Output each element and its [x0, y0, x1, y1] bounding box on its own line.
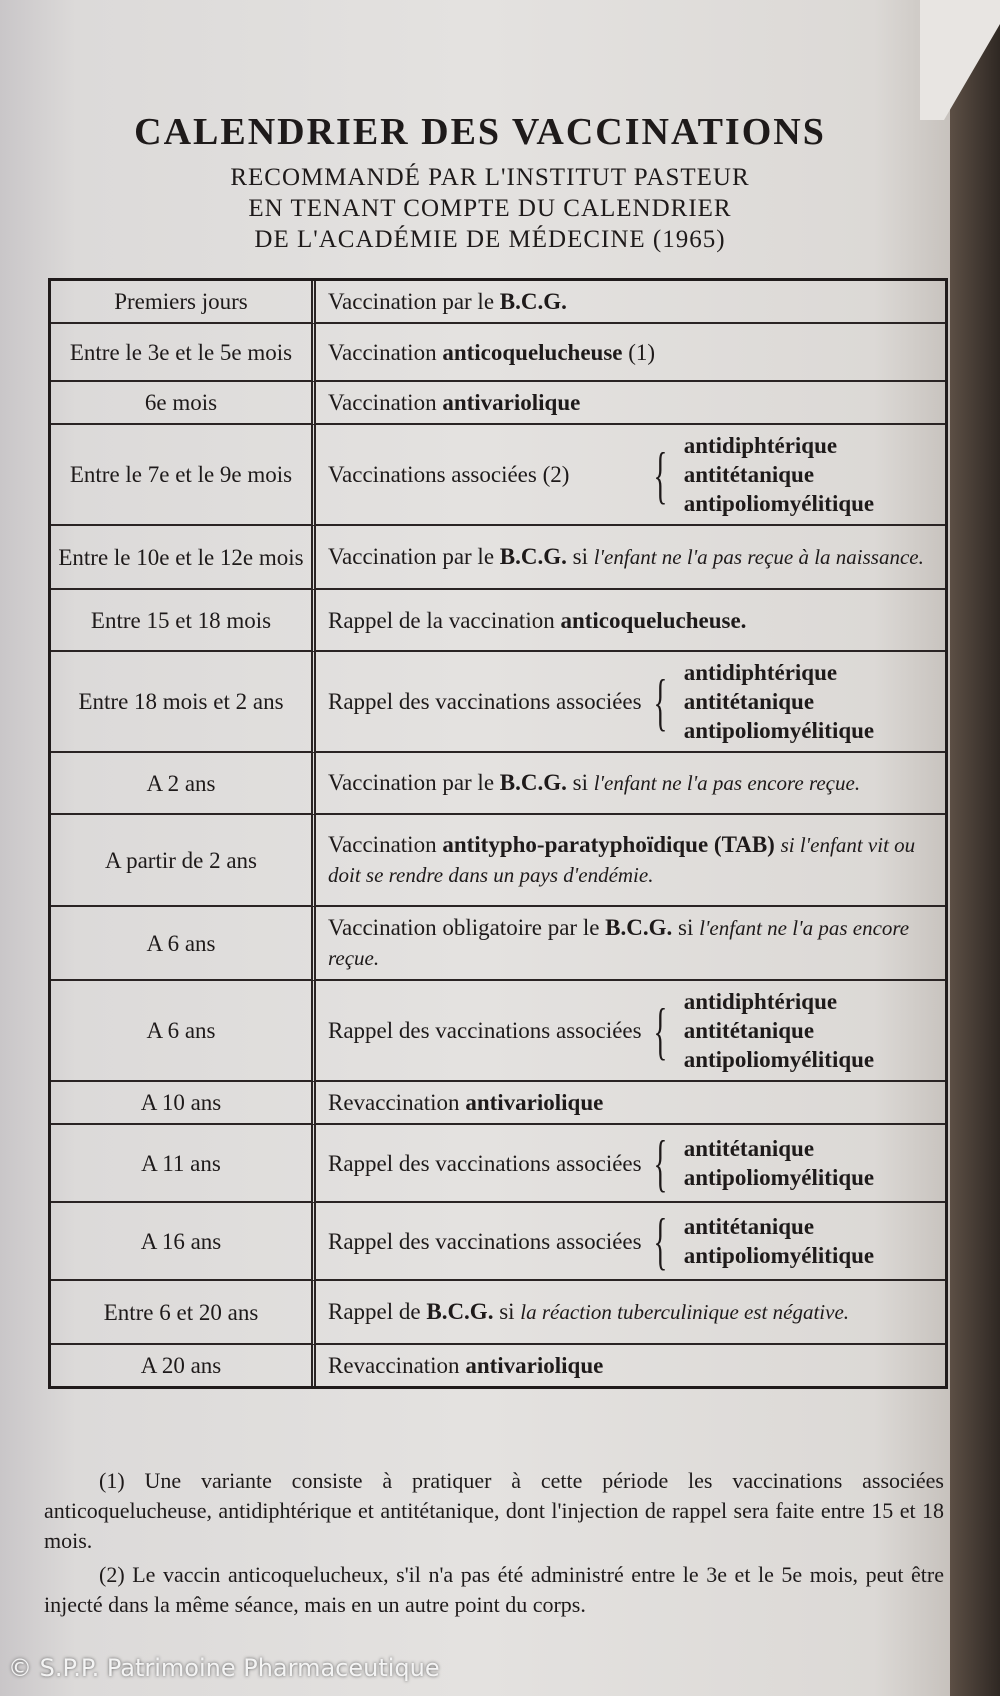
vaccine-name: B.C.G. — [499, 770, 567, 795]
subtitle-line: DE L'ACADÉMIE DE MÉDECINE (1965) — [254, 226, 726, 253]
vaccine-name: antitypho-paratyphoïdique (TAB) — [442, 832, 775, 857]
age-cell: A 10 ans — [51, 1082, 316, 1125]
vaccination-text: si — [566, 770, 594, 795]
age-cell: A 20 ans — [51, 1345, 316, 1386]
vaccination-text: si — [493, 1299, 521, 1324]
subtitle-line: RECOMMANDÉ PAR L'INSTITUT PASTEUR — [230, 164, 750, 191]
vaccination-condition: l'enfant ne l'a pas reçue à la naissance. — [593, 545, 924, 569]
vaccine-name: B.C.G. — [499, 289, 567, 314]
vaccination-cell — [316, 526, 945, 590]
vaccination-cell — [316, 1281, 945, 1345]
vaccine-name: B.C.G. — [499, 544, 567, 569]
footnotes — [44, 1466, 944, 1624]
schedule-row — [51, 526, 945, 590]
vaccine-item: antipoliomyélitique — [683, 1243, 875, 1268]
schedule-row — [51, 382, 945, 425]
vaccination-condition: la réaction tuberculinique est négative. — [520, 1300, 850, 1324]
vaccination-label: Rappel des vaccinations associées — [328, 1018, 642, 1043]
vaccine-list — [684, 1212, 874, 1270]
brace-icon: { — [653, 994, 668, 1066]
brace-icon: { — [653, 1127, 668, 1198]
vaccination-cell — [316, 1203, 945, 1281]
vaccination-text: si — [566, 544, 594, 569]
schedule-row — [51, 281, 945, 324]
vaccine-list — [684, 658, 874, 745]
vaccination-text: Revaccination — [328, 1090, 466, 1115]
vaccination-cell — [316, 1125, 945, 1203]
vaccination-condition: l'enfant ne l'a pas encore reçue. — [593, 771, 861, 795]
vaccination-cell — [316, 382, 945, 425]
vaccination-text: Vaccination — [328, 390, 443, 415]
vaccination-label: Rappel des vaccinations associées — [328, 689, 642, 714]
vaccination-cell — [316, 425, 945, 526]
vaccine-name: antivariolique — [465, 1090, 604, 1115]
vaccine-item: antidiphtérique — [683, 433, 838, 458]
schedule-row — [51, 1125, 945, 1203]
vaccination-text: Vaccination — [328, 832, 443, 857]
schedule-row — [51, 815, 945, 907]
vaccination-text: Vaccination — [328, 339, 443, 365]
footnote-1: (1) Une variante consiste à pratiquer à cette période les vaccinations associées anticoquelucheuse, antidiphtérique et antitétanique, dont l'injection de rappel sera faite entre 15 et 18 mois. — [44, 1468, 944, 1553]
vaccination-cell — [316, 1345, 945, 1386]
vaccination-cell — [316, 652, 945, 753]
schedule-row — [51, 652, 945, 753]
associated-vaccines-group — [328, 1205, 933, 1276]
schedule-row — [51, 1345, 945, 1386]
schedule-body — [51, 281, 945, 1386]
vaccination-cell — [316, 590, 945, 652]
vaccine-list — [684, 1134, 874, 1192]
vaccination-cell — [316, 281, 945, 324]
vaccination-label: Vaccinations associées (2) — [328, 462, 570, 487]
vaccination-label: Rappel des vaccinations associées — [328, 1228, 642, 1254]
schedule-row — [51, 324, 945, 382]
brace-icon: { — [653, 1205, 668, 1276]
age-cell: Premiers jours — [51, 281, 316, 324]
associated-vaccines-group — [328, 431, 933, 518]
vaccine-item: antitétanique — [683, 462, 815, 487]
vaccine-item: antitétanique — [683, 1214, 815, 1239]
vaccination-text: Rappel de — [328, 1299, 427, 1324]
vaccination-text: Revaccination — [328, 1353, 466, 1378]
age-cell: Entre le 10e et le 12e mois — [51, 526, 316, 590]
page-title: CALENDRIER DES VACCINATIONS — [134, 111, 826, 153]
footnote-2: (2) Le vaccin anticoquelucheux, s'il n'a pas été administré entre le 3e et le 5e mois, peut être injecté dans la même séance, mais en un autre point du corps. — [44, 1562, 944, 1617]
vaccine-name: anticoquelucheuse. — [560, 607, 747, 633]
schedule-row — [51, 981, 945, 1082]
vaccination-text: Rappel de la vaccination — [328, 607, 561, 633]
vaccination-label: Rappel des vaccinations associées — [328, 1150, 642, 1176]
age-cell: A 11 ans — [51, 1125, 316, 1203]
vaccination-cell — [316, 753, 945, 815]
vaccine-item: antipoliomyélitique — [683, 718, 875, 743]
vaccine-item: antipoliomyélitique — [683, 491, 875, 516]
vaccine-name: antivariolique — [465, 1353, 604, 1378]
age-cell: A partir de 2 ans — [51, 815, 316, 907]
age-cell: A 2 ans — [51, 753, 316, 815]
schedule-row — [51, 1203, 945, 1281]
age-cell: Entre le 7e et le 9e mois — [51, 425, 316, 526]
vaccine-item: antipoliomyélitique — [683, 1047, 875, 1072]
schedule-row — [51, 907, 945, 981]
associated-vaccines-group — [328, 1127, 933, 1198]
vaccination-condition: l'enfant ne l'a pas encore reçue. — [328, 916, 910, 970]
associated-vaccines-group — [328, 658, 933, 745]
vaccination-text: Vaccination par le — [328, 544, 500, 569]
schedule-row — [51, 1082, 945, 1125]
age-cell: Entre le 3e et le 5e mois — [51, 324, 316, 382]
vaccine-item: antipoliomyélitique — [683, 1165, 875, 1190]
page-subtitle — [120, 162, 860, 255]
age-cell: Entre 15 et 18 mois — [51, 590, 316, 652]
vaccination-cell — [316, 324, 945, 382]
book-spine — [950, 0, 1000, 1696]
vaccination-condition: si l'enfant vit ou doit se rendre dans un pays d'endémie. — [328, 833, 916, 887]
schedule-row — [51, 590, 945, 652]
vaccination-cell — [316, 815, 945, 907]
vaccination-schedule-table — [48, 278, 948, 1389]
age-cell: A 6 ans — [51, 907, 316, 981]
vaccination-cell — [316, 907, 945, 981]
vaccine-item: antitétanique — [683, 1136, 815, 1161]
vaccine-name: anticoquelucheuse — [442, 339, 623, 365]
vaccination-text: (1) — [622, 339, 656, 365]
brace-icon: { — [653, 665, 668, 737]
age-cell: A 6 ans — [51, 981, 316, 1082]
vaccine-name: B.C.G. — [605, 915, 673, 940]
vaccine-name: B.C.G. — [426, 1299, 494, 1324]
age-cell: Entre 6 et 20 ans — [51, 1281, 316, 1345]
vaccination-cell — [316, 1082, 945, 1125]
vaccine-list — [684, 431, 874, 518]
schedule-row — [51, 425, 945, 526]
brace-icon: { — [653, 438, 668, 510]
vaccination-text: Vaccination par le — [328, 289, 500, 314]
vaccine-name: antivariolique — [442, 390, 581, 415]
vaccination-text: si — [672, 915, 700, 940]
vaccination-text: Vaccination obligatoire par le — [328, 915, 606, 940]
schedule-row — [51, 1281, 945, 1345]
vaccine-item: antitétanique — [683, 689, 815, 714]
vaccination-cell — [316, 981, 945, 1082]
vaccine-item: antitétanique — [683, 1018, 815, 1043]
age-cell: Entre 18 mois et 2 ans — [51, 652, 316, 753]
subtitle-line: EN TENANT COMPTE DU CALENDRIER — [248, 195, 732, 222]
vaccine-item: antidiphtérique — [683, 989, 838, 1014]
copyright-watermark: © S.P.P. Patrimoine Pharmaceutique — [8, 1654, 440, 1682]
vaccine-item: antidiphtérique — [683, 660, 838, 685]
associated-vaccines-group — [328, 987, 933, 1074]
vaccine-list — [684, 987, 874, 1074]
age-cell: 6e mois — [51, 382, 316, 425]
vaccination-text: Vaccination par le — [328, 770, 500, 795]
schedule-row — [51, 753, 945, 815]
age-cell: A 16 ans — [51, 1203, 316, 1281]
